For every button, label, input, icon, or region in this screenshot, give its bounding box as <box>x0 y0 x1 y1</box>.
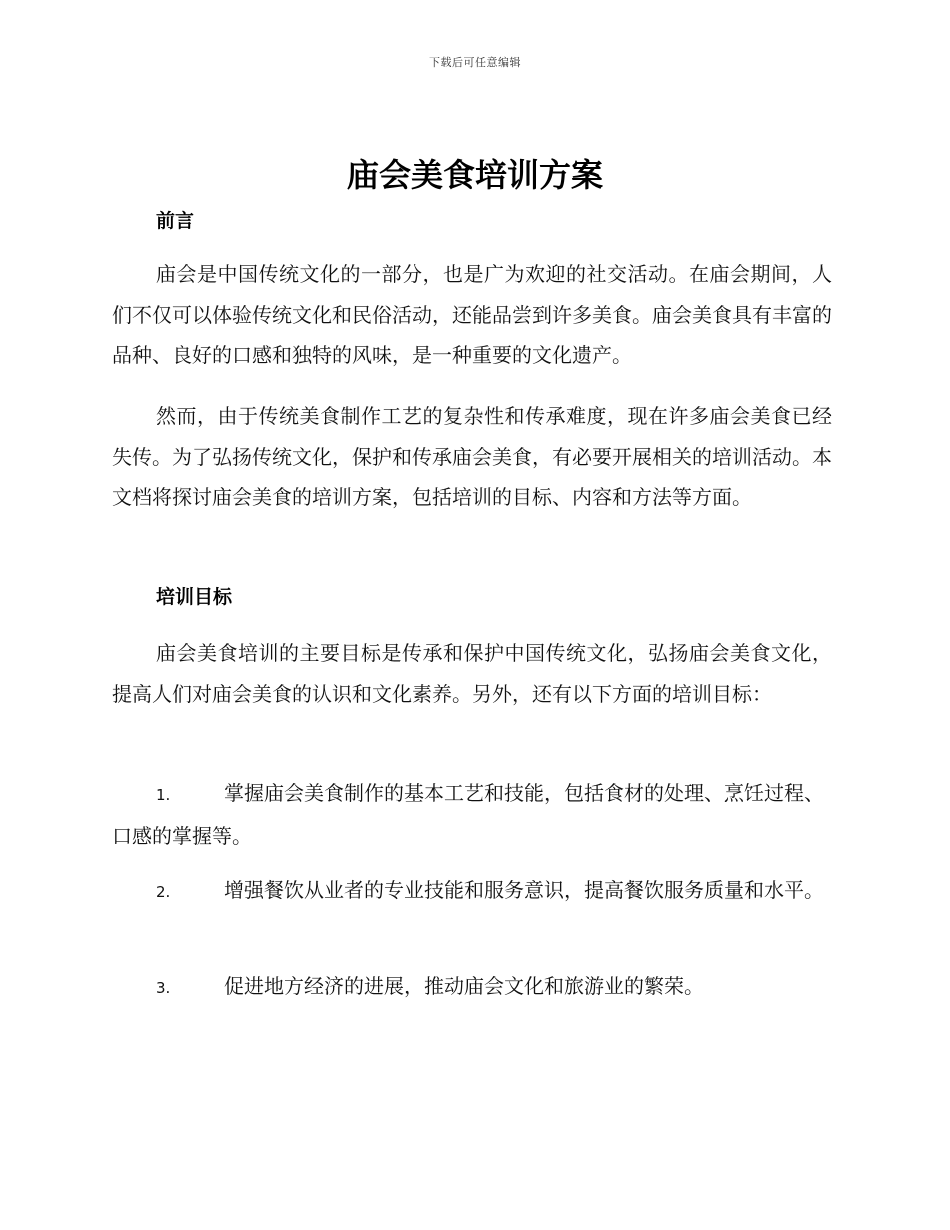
list-item-number: 1. <box>156 786 171 804</box>
section-heading-goals: 培训目标 <box>156 586 233 608</box>
preface-paragraph-2: 然而，由于传统美食制作工艺的复杂性和传承难度，现在许多庙会美食已经失传。为了弘扬传统文化，保护和传承庙会美食，有必要开展相关的培训活动。本文档将探讨庙会美食的培训方案，包括培训的目标、内容和方法等方面。 <box>112 404 832 509</box>
list-item-text: 促进地方经济的进展，推动庙会文化和旅游业的繁荣。 <box>224 974 704 998</box>
document-title: 庙会美食培训方案 <box>346 156 603 194</box>
goals-paragraph-1: 庙会美食培训的主要目标是传承和保护中国传统文化，弘扬庙会美食文化，提高人们对庙会美食的认识和文化素养。另外，还有以下方面的培训目标： <box>112 641 832 706</box>
list-item <box>112 773 832 856</box>
list-item-number: 2. <box>156 883 171 901</box>
preface-paragraph-1: 庙会是中国传统文化的一部分，也是广为欢迎的社交活动。在庙会期间，人们不仅可以体验传统文化和民俗活动，还能品尝到许多美食。庙会美食具有丰富的品种、良好的口感和独特的风味，是一种重要的文化遗产。 <box>112 262 832 367</box>
header-note: 下载后可任意编辑 <box>429 56 521 69</box>
list-item <box>112 966 832 1009</box>
list-item-text: 掌握庙会美食制作的基本工艺和技能，包括食材的处理、烹饪过程、口感的掌握等。 <box>112 781 824 848</box>
list-item-number: 3. <box>156 979 171 997</box>
list-item-text: 增强餐饮从业者的专业技能和服务意识，提高餐饮服务质量和水平。 <box>224 878 824 902</box>
section-heading-preface: 前言 <box>156 210 195 232</box>
list-item <box>112 870 832 913</box>
